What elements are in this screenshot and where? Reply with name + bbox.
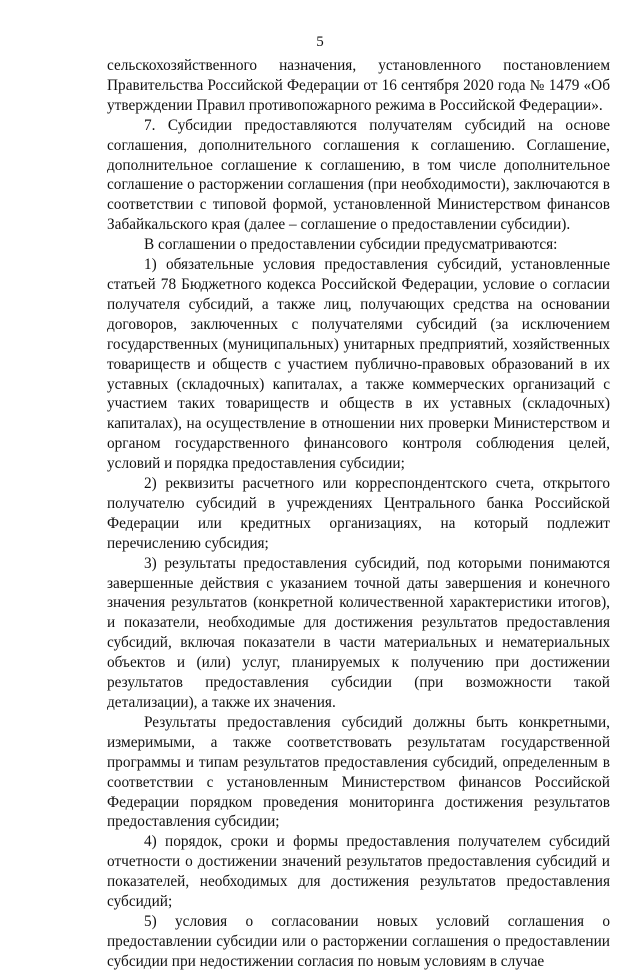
page-number: 5: [316, 34, 324, 50]
paragraph-continuation: сельскохозяйственного назначения, установленного постановлением Правительства Российской Федерации от 16 сентября 2020 года № 1479 «Об утверждении Правил противопожарного режима в Российской Федерации».: [107, 57, 610, 114]
paragraph-subitem-2: 2) реквизиты расчетного или корреспондентского счета, открытого получателю субсидий в учреждениях Центрального банка Российской Федерации или кредитных организациях, на который подлежит перечислению субсидия;: [107, 475, 610, 552]
paragraph-subitem-1: 1) обязательные условия предоставления субсидий, установленные статьей 78 Бюджетного кодекса Российской Федерации, условие о согласии получателя субсидий, а также лиц, получающих средства на основании договоров, заключенных с получателями субсидий (за исключением государственных (муниципальных) унитарных предприятий, хозяйственных товариществ и обществ с участием публично-правовых образований в их уставных (складочных) капиталах, а также коммерческих организаций с участием таких товариществ и обществ в их уставных (складочных) капиталах), на осуществление в отношении них проверки Министерством и органом государственного финансового контроля соблюдения целей, условий и порядка предоставления субсидии;: [107, 256, 610, 473]
paragraph-agreement-intro: В соглашении о предоставлении субсидии предусматриваются:: [144, 236, 558, 254]
paragraph-subitem-5: 5) условия о согласовании новых условий соглашения о предоставлении субсидии или о расторжении соглашения о предоставлении субсидии при недостижении согласия по новым условиям в случае: [107, 912, 610, 970]
paragraph-results-requirements: Результаты предоставления субсидий должны быть конкретными, измеримыми, а также соответствовать результатам государственной программы и типам результатов предоставления субсидий, определенным в соответствии с установленным Министерством финансов Российской Федерации порядком проведения мониторинга достижения результатов предоставления субсидии;: [107, 713, 610, 831]
paragraph-subitem-4: 4) порядок, сроки и формы предоставления получателем субсидий отчетности о достижении значений результатов предоставления субсидий и показателей, необходимых для достижения результатов предоставления субсидий;: [107, 833, 610, 911]
document-body: [107, 56, 610, 972]
paragraph-item-7: 7. Субсидии предоставляются получателям субсидий на основе соглашения, дополнительного соглашения к соглашению. Соглашение, дополнительное соглашение к соглашению, в том числе дополнительное соглашение о расторжении соглашения (при необходимости), заключаются в соответствии с типовой формой, установленной Министерством финансов Забайкальского края (далее – соглашение о предоставлении субсидии).: [107, 116, 610, 234]
paragraph-subitem-3: 3) результаты предоставления субсидий, под которыми понимаются завершенные действия с указанием точной даты завершения и конечного значения результатов (конкретной количественной характеристики итогов), и показатели, необходимые для достижения результатов предоставления субсидий, включая показатели в части материальных и нематериальных объектов и (или) услуг, планируемых к получению при достижении результатов предоставления субсидии (при возможности такой детализации), а также их значения.: [107, 554, 610, 711]
